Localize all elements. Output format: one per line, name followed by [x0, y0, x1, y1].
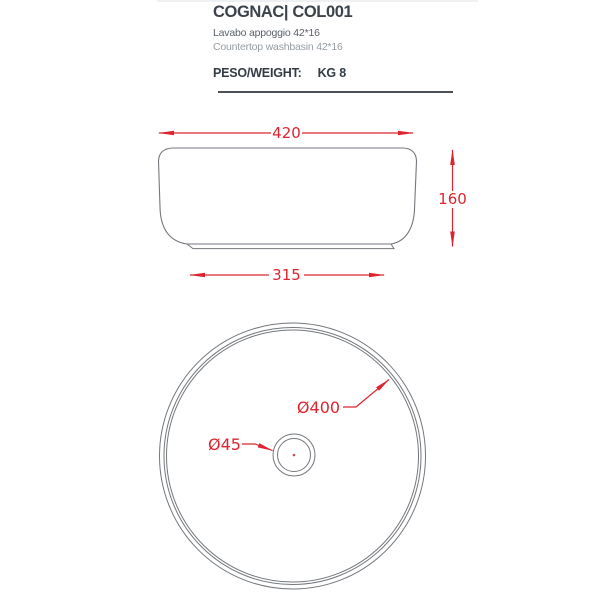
rim-outer-circle	[160, 323, 426, 589]
rim-middle-circle	[164, 328, 421, 585]
basin-base-lip	[187, 244, 394, 249]
basin-profile-outline	[159, 148, 417, 244]
dimension-width-bottom	[190, 266, 384, 284]
dimension-width-top	[159, 124, 413, 142]
product-title: COGNAC| COL001	[213, 3, 353, 21]
product-subtitle-english: Countertop washbasin 42*16	[213, 41, 343, 53]
side-view-drawing	[159, 124, 467, 284]
dimension-height-label: 160	[438, 190, 467, 208]
dimension-height	[438, 150, 467, 247]
weight-value: KG 8	[317, 65, 346, 80]
product-subtitle-italian: Lavabo appoggio 42*16	[213, 27, 320, 40]
dimension-drain-diameter-label: Ø45	[208, 435, 241, 454]
dimension-outer-diameter-label: Ø400	[296, 398, 341, 417]
dimension-width-top-label: 420	[272, 124, 301, 142]
rim-inner-circle	[167, 330, 419, 582]
dimension-outer-diameter	[297, 380, 389, 418]
weight-label: PESO/WEIGHT:	[213, 65, 302, 80]
drain-center-mark	[293, 454, 296, 457]
dimension-width-bottom-label: 315	[272, 266, 301, 284]
top-view-drawing	[160, 323, 426, 589]
dimension-drain-diameter	[208, 435, 272, 454]
